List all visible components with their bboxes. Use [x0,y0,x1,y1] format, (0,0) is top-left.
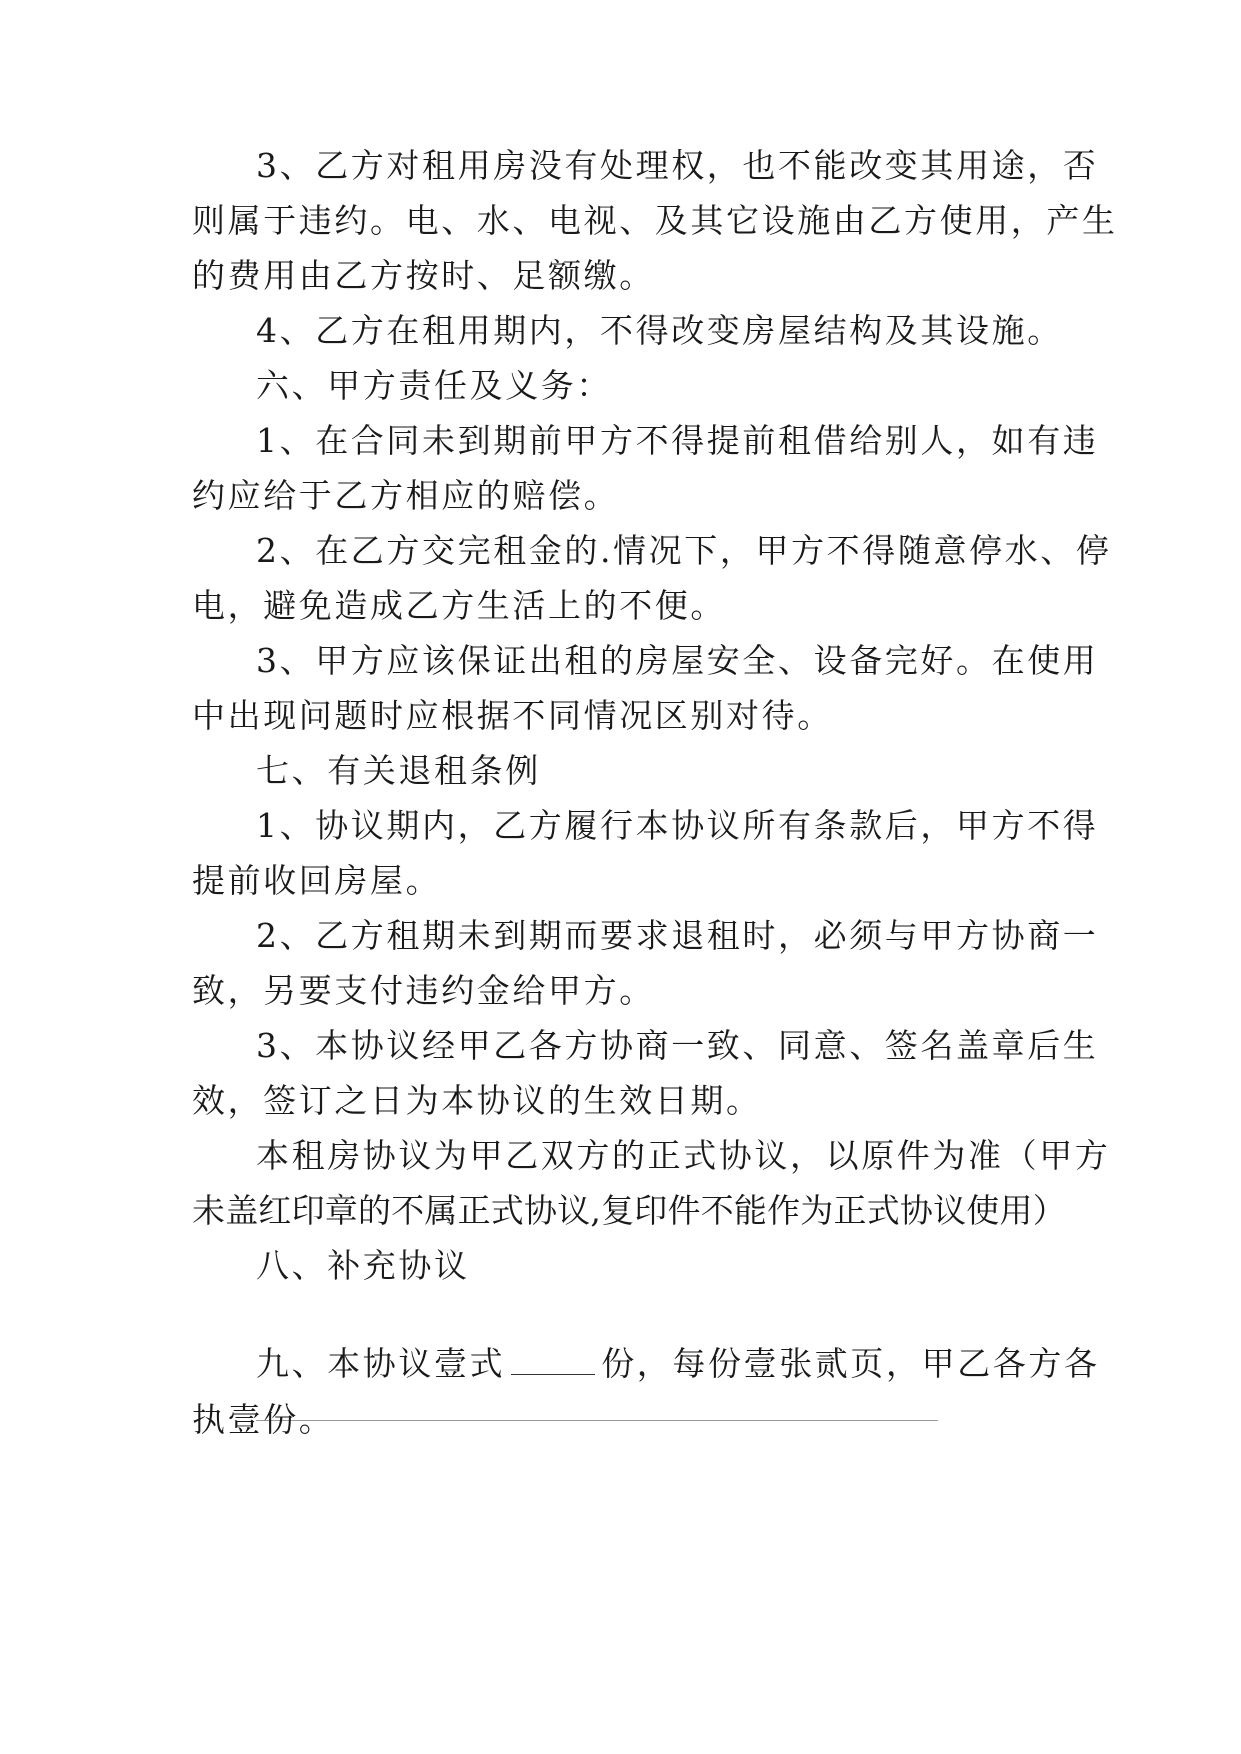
clause6-item3-line1: 3、甲方应该保证出租的房屋安全、设备完好。在使用 [256,641,1099,680]
clause7-item3-line1: 3、本协议经甲乙各方协商一致、同意、签名盖章后生 [256,1026,1099,1065]
notice-line1: 本租房协议为甲乙双方的正式协议，以原件为准（甲方 [256,1136,1111,1175]
clause9-text-before: 九、本协议壹式 [256,1344,506,1383]
clause7-heading: 七、有关退租条例 [256,751,541,790]
clause9-line1 [256,1344,1100,1384]
clause7-item1-line2: 提前收回房屋。 [192,861,442,900]
clause7-item3-line2: 效，签订之日为本协议的生效日期。 [192,1081,762,1120]
clause9-text-after: 份，每份壹张贰页，甲乙各方各 [601,1344,1100,1383]
clause6-item2-line1: 2、在乙方交完租金的.情况下，甲方不得随意停水、停 [256,531,1112,570]
clause7-item2-line2: 致，另要支付违约金给甲方。 [192,971,655,1010]
clause6-item1-line1: 1、在合同未到期前甲方不得提前租借给别人，如有违 [256,421,1099,460]
clause6-item1-line2: 约应给于乙方相应的赔偿。 [192,476,620,515]
clause8-heading: 八、补充协议 [256,1246,470,1285]
clause5-item4: 4、乙方在租用期内，不得改变房屋结构及其设施。 [256,311,1063,350]
clause7-item1-line1: 1、协议期内，乙方履行本协议所有条款后，甲方不得 [256,806,1099,845]
clause5-item3-line1: 3、乙方对租用房没有处理权，也不能改变其用途，否 [256,146,1099,185]
clause7-item2-line1: 2、乙方租期未到期而要求退租时，必须与甲方协商一 [256,916,1099,955]
clause6-item3-line2: 中出现问题时应根据不同情况区别对待。 [192,696,833,735]
copies-blank [511,1344,595,1375]
clause5-item3-line3: 的费用由乙方按时、足额缴。 [192,256,655,295]
clause6-item2-line2: 电，避免造成乙方生活上的不便。 [192,586,726,625]
clause5-item3-line2: 则属于违约。电、水、电视、及其它设施由乙方使用，产生 [192,201,1118,240]
notice-line2: 未盖红印章的不属正式协议,复印件不能作为正式协议使用） [192,1191,1066,1230]
clause9-line2: 执壹份。 [192,1400,335,1439]
clause6-heading: 六、甲方责任及义务： [256,366,612,405]
